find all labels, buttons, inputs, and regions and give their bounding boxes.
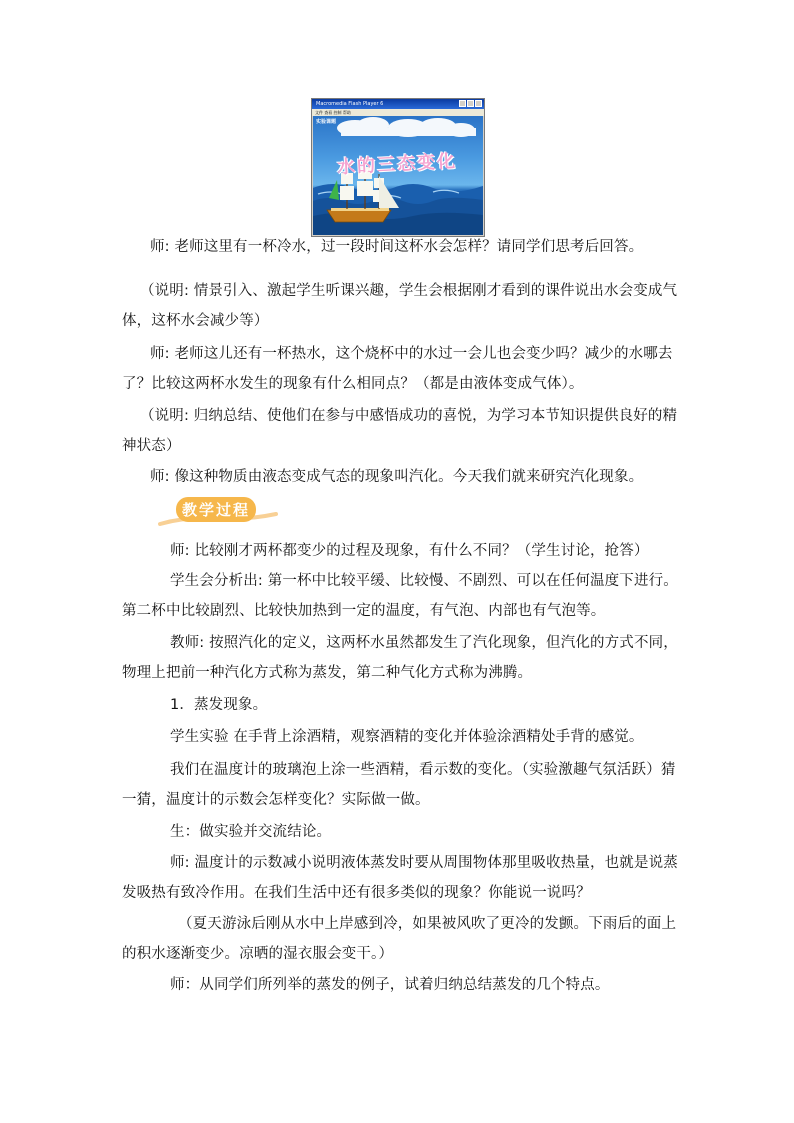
paragraph-4: （说明: 归纳总结、使他们在参与中感悟成功的喜悦，为学习本节知识提供良好的精神状态） <box>122 408 678 454</box>
paragraph-14: （夏天游泳后刚从水中上岸感到冷，如果被风吹了更冷的发颤。下雨后的面上的积水逐渐变少。凉晒的湿衣服会变干。） <box>122 916 677 962</box>
figure-title: 水的三态变化 <box>336 150 458 179</box>
paragraph-5: 师: 像这种物质由液态变成气态的现象叫汽化。今天我们就来研究汽化现象。 <box>150 469 644 485</box>
figure-window-buttons <box>459 100 482 107</box>
paragraph-7: 学生会分析出: 第一杯中比较平缓、比较慢、不剧烈、可以在任何温度下进行。第二杯中比较剧烈、比较快加热到一定的温度，有气泡、内部也有气泡等。 <box>122 573 678 619</box>
paragraph-11: 我们在温度计的玻璃泡上涂一些酒精，看示数的变化。（实验激趣气氛活跃）猜一猜，温度计的示数会怎样变化？实际做一做。 <box>122 762 676 808</box>
paragraph-15: 师：从同学们所列举的蒸发的例子，试着归纳总结蒸发的几个特点。 <box>170 977 610 993</box>
maximize-icon <box>467 100 474 107</box>
minimize-icon <box>459 100 466 107</box>
close-icon <box>475 100 482 107</box>
paragraph-8: 教师: 按照汽化的定义，这两杯水虽然都发生了汽化现象，但汽化的方式不同，物理上把前一种汽化方式称为蒸发，第二种气化方式称为沸腾。 <box>122 635 678 681</box>
figure-window-title: Macromedia Flash Player 6 <box>316 101 384 107</box>
figure-menubar: 文件 查看 控制 帮助 <box>312 109 484 116</box>
figure-stage <box>313 116 483 235</box>
section-badge-label: 教学过程 <box>176 497 256 522</box>
paragraph-2: （说明: 情景引入、激起学生听课兴趣，学生会根据刚才看到的课件说出水会变成气体，这杯水会减少等） <box>122 283 678 329</box>
clouds-icon <box>337 117 476 137</box>
paragraph-9: 1．蒸发现象。 <box>170 697 268 713</box>
paragraph-1: 师: 老师这里有一杯冷水，过一段时间这杯水会怎样？请同学们思考后回答。 <box>150 239 644 255</box>
paragraph-12: 生：做实验并交流结论。 <box>170 824 332 840</box>
paragraph-6: 师: 比较刚才两杯都变少的过程及现象，有什么不同？（学生讨论，抢答） <box>170 543 649 559</box>
paragraph-3: 师: 老师这儿还有一杯热水，这个烧杯中的水过一会儿也会变少吗？减少的水哪去了？比较这两杯水发生的现象有什么相同点？（都是由液体变成气体）。 <box>122 346 673 392</box>
courseware-screenshot <box>311 98 485 237</box>
figure-window-titlebar <box>312 99 484 109</box>
paragraph-13: 师: 温度计的示数减小说明液体蒸发时要从周围物体那里吸收热量，也就是说蒸发吸热有致冷作用。在我们生活中还有很多类似的现象？你能说一说吗？ <box>122 855 678 901</box>
figure-corner-label: 实验课题 <box>316 119 337 125</box>
paragraph-10: 学生实验 在手背上涂酒精，观察酒精的变化并体验涂酒精处手背的感觉。 <box>170 729 644 745</box>
section-badge <box>158 494 278 528</box>
